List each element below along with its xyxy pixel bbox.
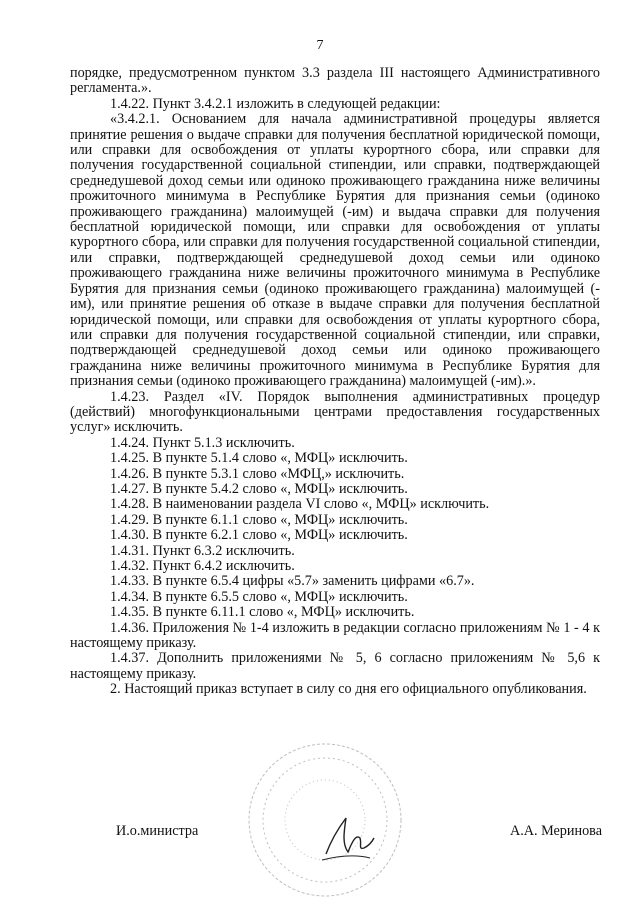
- signatory-position: И.о.министра: [116, 823, 199, 839]
- paragraph: 1.4.33. В пункте 6.5.4 цифры «5.7» заменить цифрами «6.7».: [110, 573, 475, 590]
- page-number: 7: [316, 38, 324, 53]
- paragraph: 1.4.37. Дополнить приложениями № 5, 6 согласно приложениям № 5,6 к настоящему приказу.: [70, 650, 600, 682]
- paragraph: 2. Настоящий приказ вступает в силу со дня его официального опубликования.: [110, 681, 587, 698]
- paragraph: 1.4.24. Пункт 5.1.3 исключить.: [110, 434, 295, 451]
- paragraph: 1.4.28. В наименовании раздела VI слово «, МФЦ» исключить.: [110, 496, 490, 513]
- paragraph: 1.4.34. В пункте 6.5.5 слово «, МФЦ» исключить.: [110, 588, 408, 605]
- paragraph: 1.4.25. В пункте 5.1.4 слово «, МФЦ» исключить.: [110, 450, 408, 467]
- paragraph: 1.4.36. Приложения № 1-4 изложить в редакции согласно приложениям № 1 - 4 к настоящему приказу.: [70, 619, 600, 652]
- signatory-name: А.А. Меринова: [509, 823, 602, 839]
- paragraph: порядке, предусмотренном пунктом 3.3 раздела III настоящего Административного регламента.».: [70, 65, 600, 97]
- paragraph: 1.4.35. В пункте 6.11.1 слово «, МФЦ» исключить.: [110, 604, 415, 621]
- paragraph: 1.4.29. В пункте 6.1.1 слово «, МФЦ» исключить.: [110, 511, 408, 528]
- paragraph: 1.4.26. В пункте 5.3.1 слово «МФЦ,» исключить.: [110, 465, 405, 482]
- paragraph: «3.4.2.1. Основанием для начала административной процедуры является принятие решения о выдаче справки для получения бесплатной юридической помощи, или справки для освобождения от уплаты курортного сбора, или справки для получения государственной социальной стипендии, или справки, подтверждающей среднедушевой доход семьи или одиноко проживающего гражданина ниже величины прожиточного минимума в Республике Бурятия для признания семьи (одиноко проживающего гражданина) малоимущей (-им) и выдача справки для получения бесплатной юридической помощи, или справки для освобождения от уплаты курортного сбора, или справки для получения государственной социальной стипендии, или справки, подтверждающей среднедушевой доход семьи или одиноко проживающего гражданина ниже величины прожиточного минимума в Республике Бурятия для признания семьи (одиноко проживающего гражданина) малоимущей (-им), или принятие решения об отказе в выдаче справки для получения бесплатной юридической помощи, или справки для освобождения от уплаты курортного сбора, или справки для получения государственной социальной стипендии, или справки, подтверждающей среднедушевой доход семьи или одиноко проживающего гражданина ниже величины прожиточного минимума в Республике Бурятия для признания семьи (одиноко проживающего гражданина) малоимущей (-им).».: [70, 111, 600, 390]
- paragraph: 1.4.32. Пункт 6.4.2 исключить.: [110, 558, 295, 574]
- document-body: [70, 66, 600, 698]
- paragraph: 1.4.22. Пункт 3.4.2.1 изложить в следующей редакции:: [110, 95, 441, 112]
- signature-block: [116, 823, 602, 843]
- paragraph: 1.4.31. Пункт 6.3.2 исключить.: [110, 542, 295, 559]
- paragraph: 1.4.30. В пункте 6.2.1 слово «, МФЦ» исключить.: [110, 527, 408, 544]
- paragraph: 1.4.27. В пункте 5.4.2 слово «, МФЦ» исключить.: [110, 480, 408, 497]
- paragraph: 1.4.23. Раздел «IV. Порядок выполнения административных процедур (действий) многофункциональными центрами предоставления государственных услуг» исключить.: [70, 388, 600, 436]
